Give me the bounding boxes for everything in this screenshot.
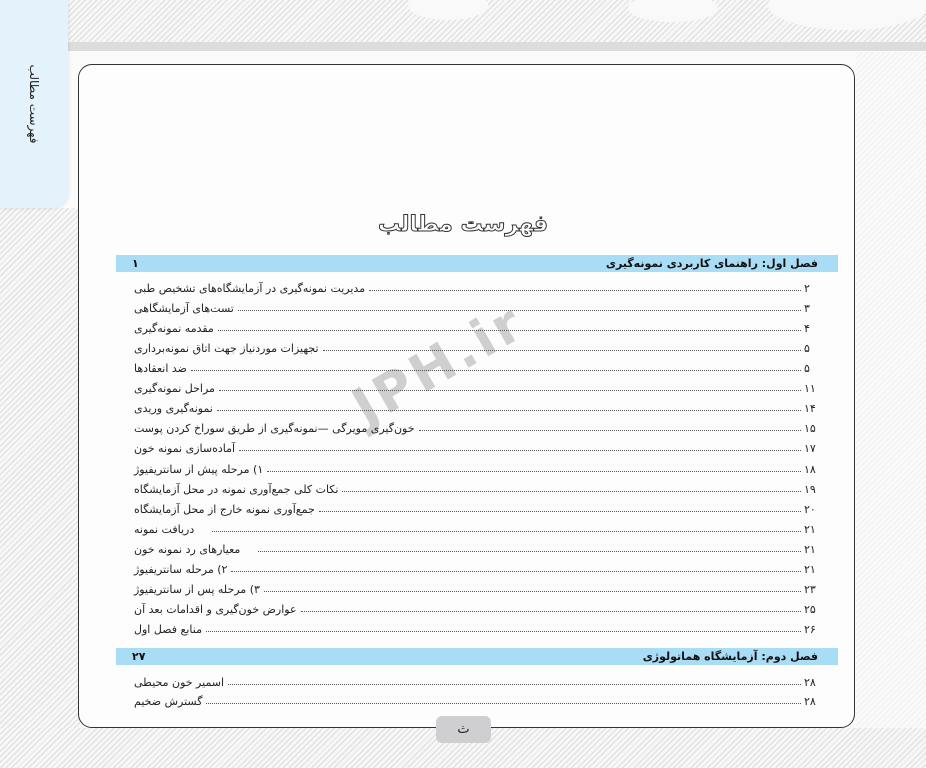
toc-entry-page: ۲۱	[804, 563, 816, 576]
leader-dots	[238, 309, 801, 311]
toc-entry-label: تست‌های آزمایشگاهی	[134, 302, 234, 315]
leader-dots	[264, 590, 801, 592]
toc-entry-page: ۲۰	[804, 503, 816, 516]
toc-entry-label: عوارض خون‌گیری و اقدامات بعد آن	[134, 603, 297, 616]
toc-entry-page: ۲۵	[804, 603, 816, 616]
leader-dots	[342, 490, 801, 492]
background-pattern-left	[0, 208, 80, 768]
toc-entry-label: مدیریت نمونه‌گیری در آزمایشگاه‌های تشخیص طبی	[134, 282, 366, 295]
background-blob	[628, 0, 718, 22]
chapter-title: فصل اول: راهنمای کاربردی نمونه‌گیری	[605, 257, 818, 270]
leader-dots	[228, 683, 801, 685]
toc-entry[interactable]	[132, 598, 818, 616]
toc-entry[interactable]	[132, 377, 818, 395]
toc-entry[interactable]	[132, 671, 818, 689]
side-tab-label: فهرست مطالب	[27, 64, 41, 144]
toc-entry-page: ۲۱	[804, 523, 816, 536]
leader-dots	[206, 630, 801, 632]
toc-entry-page: ۳	[804, 302, 810, 315]
toc-entry-label: خون‌گیری مویرگی —نمونه‌گیری از طریق سوراخ کردن پوست	[134, 422, 415, 435]
toc-entry[interactable]	[132, 417, 818, 435]
toc-entry[interactable]	[132, 558, 818, 576]
leader-dots	[231, 570, 801, 572]
chapter-page-number: ۲۷	[132, 650, 146, 663]
toc-entry-page: ۵	[804, 342, 810, 355]
toc-entry[interactable]	[132, 690, 818, 708]
toc-entry[interactable]	[132, 337, 818, 355]
toc-entry-page: ۲۶	[804, 623, 816, 636]
leader-dots	[301, 610, 801, 612]
toc-entry[interactable]	[132, 498, 818, 516]
toc-entry-label: نمونه‌گیری وریدی	[134, 402, 213, 415]
toc-entry-label: ۳) مرحله پس از سانتریفیوژ	[134, 583, 260, 596]
toc-entry-label: مراحل نمونه‌گیری	[134, 382, 215, 395]
toc-entry-page: ۱۸	[804, 463, 816, 476]
background-pattern-top	[68, 0, 926, 42]
page-number-badge	[436, 716, 491, 743]
leader-dots	[218, 329, 801, 331]
toc-entry[interactable]	[132, 578, 818, 596]
leader-dots	[212, 530, 801, 532]
toc-entry[interactable]	[132, 297, 818, 315]
toc-entry-label: جمع‌آوری نمونه خارج از محل آزمایشگاه	[134, 503, 315, 516]
toc-entry-label: دریافت نمونه	[134, 523, 195, 536]
chapter-page-number: ۱	[132, 257, 139, 270]
toc-entry[interactable]	[132, 618, 818, 636]
side-section-tab	[0, 0, 68, 208]
leader-dots	[239, 449, 801, 451]
leader-dots	[258, 550, 801, 552]
toc-entry[interactable]	[132, 518, 818, 536]
leader-dots	[267, 470, 801, 472]
leader-dots	[419, 429, 801, 431]
toc-entry-label: ۲) مرحله سانتریفیوژ	[134, 563, 228, 576]
page-number: ث	[457, 722, 470, 737]
watermark: JPH.ir	[342, 291, 536, 439]
toc-entry[interactable]	[132, 357, 818, 375]
background-pattern-right	[856, 52, 926, 768]
toc-entry[interactable]	[132, 317, 818, 335]
toc-entry-page: ۲۸	[804, 695, 816, 708]
toc-entry[interactable]	[132, 437, 818, 455]
toc-entry-page: ۴	[804, 322, 810, 335]
leader-dots	[217, 409, 801, 411]
leader-dots	[206, 702, 801, 704]
toc-entry-label: آماده‌سازی نمونه خون	[134, 442, 236, 455]
toc-entry-page: ۱۹	[804, 483, 816, 496]
header-divider-strip	[68, 42, 926, 51]
toc-entry-label: اسمیر خون محیطی	[134, 676, 225, 689]
toc-entry-label: ضد انعقادها	[134, 362, 188, 375]
toc-entry-label: معیارهای رد نمونه خون	[134, 543, 241, 556]
toc-entry-label: ۱) مرحله پیش از سانتریفیوژ	[134, 463, 264, 476]
toc-entry[interactable]	[132, 478, 818, 496]
toc-entry-page: ۱۱	[804, 382, 816, 395]
toc-entry[interactable]	[132, 458, 818, 476]
toc-entry-page: ۲۱	[804, 543, 816, 556]
toc-entry-label: تجهیزات موردنیاز جهت اتاق نمونه‌برداری	[134, 342, 319, 355]
toc-entry-page: ۵	[804, 362, 810, 375]
toc-entry[interactable]	[132, 397, 818, 415]
toc-entry-label: مقدمه نمونه‌گیری	[134, 322, 214, 335]
toc-entry[interactable]	[132, 277, 818, 295]
leader-dots	[323, 349, 801, 351]
toc-entry-page: ۱۵	[804, 422, 816, 435]
leader-dots	[319, 510, 801, 512]
toc-entry-label: نکات کلی جمع‌آوری نمونه در محل آزمایشگاه	[134, 483, 339, 496]
toc-entry-label: گسترش ضخیم	[134, 695, 203, 708]
chapter-title: فصل دوم: آزمایشگاه هماتولوژی	[642, 650, 818, 663]
toc-entry-page: ۱۴	[804, 402, 816, 415]
background-blob	[408, 0, 488, 20]
leader-dots	[369, 289, 801, 291]
page-title: فهرست مطالب	[377, 212, 549, 237]
chapter-heading[interactable]	[116, 648, 838, 665]
leader-dots	[191, 369, 801, 371]
toc-entry-page: ۱۷	[804, 442, 816, 455]
leader-dots	[219, 389, 801, 391]
background-blob	[768, 0, 926, 30]
chapter-heading[interactable]	[116, 255, 838, 272]
toc-entry-page: ۲۸	[804, 676, 816, 689]
toc-entry-page: ۲	[804, 282, 810, 295]
toc-entry-label: منابع فصل اول	[134, 623, 202, 636]
toc-entry-page: ۲۳	[804, 583, 816, 596]
toc-entry[interactable]	[132, 538, 818, 556]
